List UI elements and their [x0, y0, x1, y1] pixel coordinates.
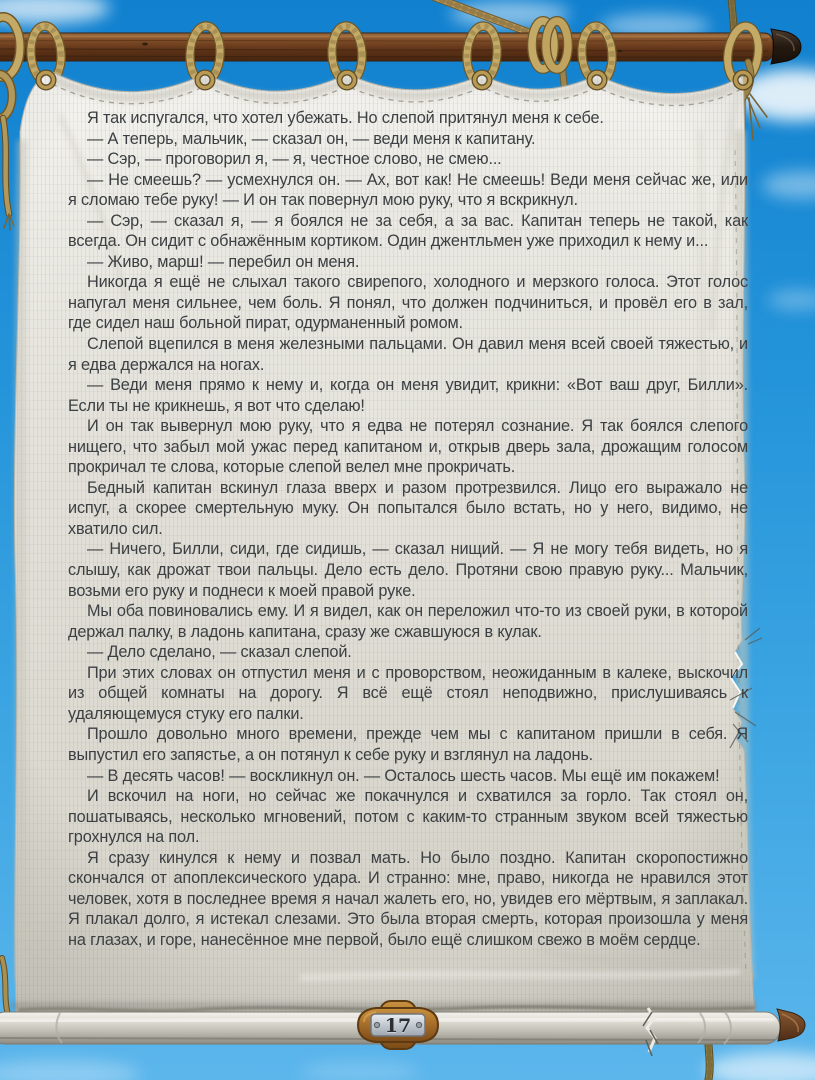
page-number-plaque	[354, 1000, 442, 1050]
paragraph: Бедный капитан вскинул глаза вверх и разом протрезвился. Лицо его выражало не испуг, а скорее смертельную муку. Он попытался было встать, но у него, видимо, не хватило сил.	[68, 478, 748, 538]
paragraph: Я сразу кинулся к нему и позвал мать. Но было поздно. Капитан скоропостижно скончался от апоплексического удара. И странно: мне, право, никогда не нравился этот человек, хотя в последнее время я начал жалеть его, но, увидев его мёртвым, я заплакал. Я плакал долго, я истекал слезами. Это была вторая смерть, которая произошла у меня на глазах, и горе, нанесённое мне первой, было ещё слишком свежо в моём сердце.	[68, 848, 748, 949]
paragraph: — Веди меня прямо к нему и, когда он меня увидит, крикни: «Вот ваш друг, Билли». Если ты не крикнешь, я вот что сделаю!	[68, 376, 748, 415]
paragraph: — Дело сделано, — сказал слепой.	[87, 643, 352, 662]
paragraph: Никогда я ещё не слыхал такого свирепого, холодного и мерзкого голоса. Этот голос напугал меня сильнее, чем боль. Я понял, что должен подчиниться, и провёл его в зал, где сидел наш больной пират, одурманенный ромом.	[68, 273, 748, 333]
paragraph: Мы оба повиновались ему. И я видел, как он переложил что-то из своей руки, в которой держал палку, в ладонь капитана, сразу же сжавшуюся в кулак.	[68, 602, 748, 641]
page-text	[68, 108, 748, 950]
paragraph: — Ничего, Билли, сиди, где сидишь, — сказал нищий. — Я не могу тебя видеть, но я слышу, как дрожат твои пальцы. Дело есть дело. Протяни свою правую руку... Мальчик, возьми его руку и поднеси к моей правой руке.	[68, 540, 748, 600]
paragraph: — Живо, марш! — перебил он меня.	[87, 252, 360, 271]
page-number: 17	[384, 1014, 412, 1037]
paragraph: Слепой вцепился в меня железными пальцами. Он давил меня всей своей тяжестью, и я едва держался на ногах.	[68, 335, 748, 374]
paragraph: — Не смеешь? — усмехнулся он. — Ах, вот как! Не смеешь! Веди меня сейчас же, или я сломаю тебе руку! — И он так повернул мою руку, что я вскрикнул.	[68, 170, 748, 210]
paragraph: — Сэр, — проговорил я, — я, честное слово, не смею...	[87, 150, 502, 169]
paragraph: Я так испугался, что хотел убежать. Но слепой притянул меня к себе.	[87, 109, 604, 127]
paragraph: — Сэр, — сказал я, — я боялся не за себя, а за вас. Капитан теперь не такой, как всегда. Он сидит с обнажённым кортиком. Один джентльмен уже приходил к нему и...	[68, 211, 748, 251]
paragraph: — В десять часов! — воскликнул он. — Осталось шесть часов. Мы ещё им покажем!	[87, 766, 720, 785]
paragraph: И вскочил на ноги, но сейчас же покачнулся и схватился за горло. Так стоял он, пошатываясь, несколько мгновений, потом с каким-то странным звуком всей тяжестью грохнулся на пол.	[68, 787, 748, 847]
paragraph: При этих словах он отпустил меня и с проворством, неожиданным в калеке, выскочил из общей комнаты на дорогу. Я всё ещё стоял неподвижно, прислушиваясь к удаляющемуся стуку его палки.	[68, 663, 748, 723]
paragraph: И он так вывернул мою руку, что я едва не потерял сознание. Я так боялся слепого нищего, что забыл мой ужас перед капитаном и, открыв дверь зала, дрожащим голосом прокричал те слова, которые слепой велел мне прокричать.	[68, 417, 748, 477]
yard-spar	[0, 29, 801, 64]
paragraph: — А теперь, мальчик, — сказал он, — веди меня к капитану.	[87, 129, 536, 148]
paragraph: Прошло довольно много времени, прежде чем мы с капитаном пришли в себя. Я выпустил его запястье, а он потянул к себе руку и взглянул на ладонь.	[68, 725, 748, 764]
